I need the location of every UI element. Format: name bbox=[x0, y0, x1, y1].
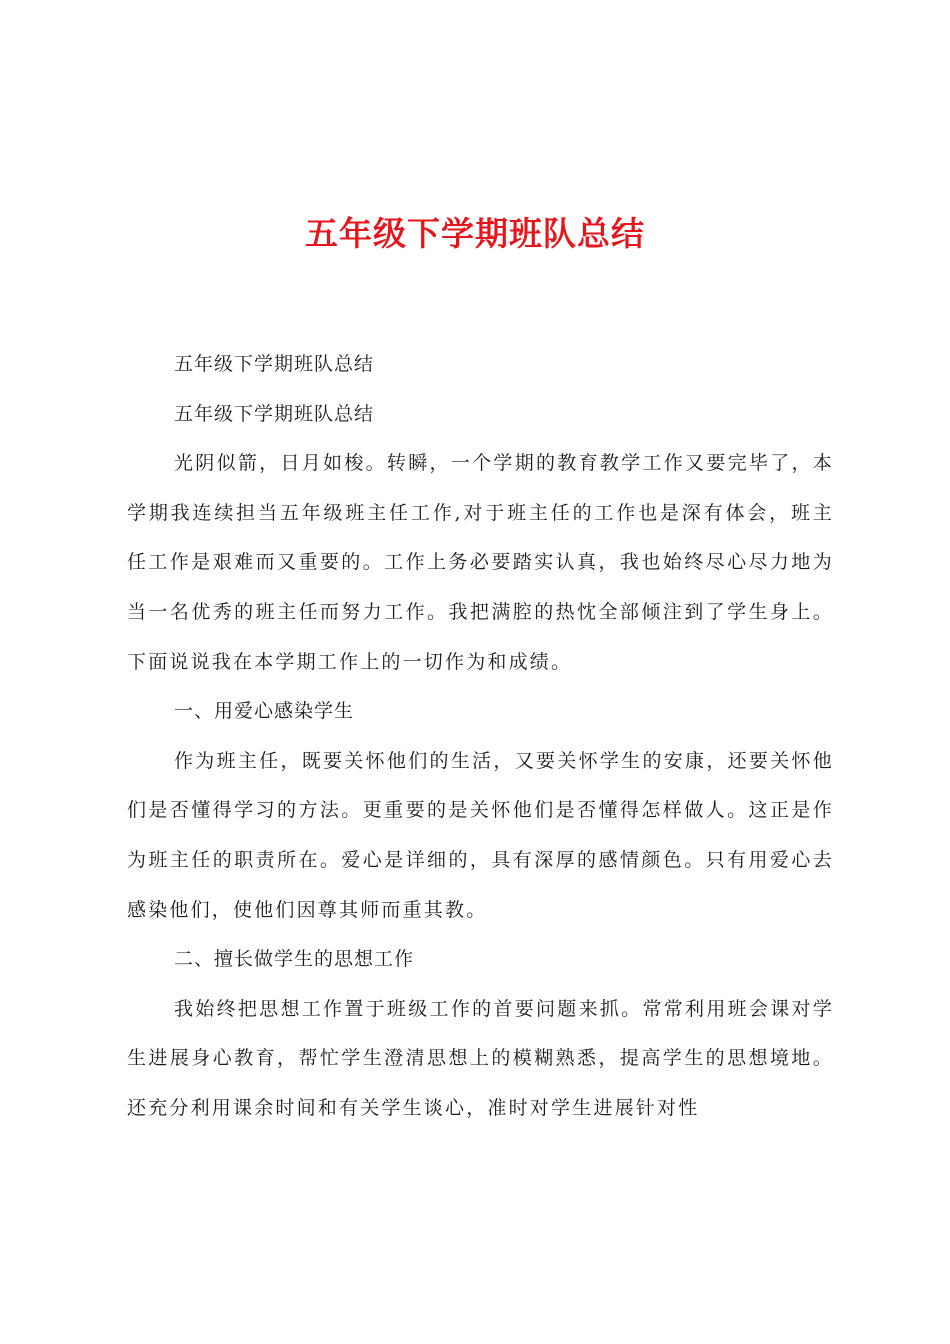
paragraph-intro: 光阴似箭，日月如梭。转瞬，一个学期的教育教学工作又要完毕了，本学期我连续担当五年级班主任工作,对于班主任的工作也是深有体会，班主任工作是艰难而又重要的。工作上务必要踏实认真，我也始终尽心尽力地为当一名优秀的班主任而努力工作。我把满腔的热忱全部倾注到了学生身上。下面说说我在本学期工作上的一切作为和成绩。 bbox=[127, 452, 834, 673]
section-heading-2: 二、擅长做学生的思想工作 bbox=[174, 948, 415, 971]
section-heading-1: 一、用爱心感染学生 bbox=[174, 700, 355, 723]
document-title: 五年级下学期班队总结 bbox=[305, 214, 645, 253]
paragraph-subtitle-1: 五年级下学期班队总结 bbox=[174, 353, 375, 375]
paragraph-section-1: 作为班主任，既要关怀他们的生活，又要关怀学生的安康，还要关怀他们是否懂得学习的方法。更重要的是关怀他们是否懂得怎样做人。这正是作为班主任的职责所在。爱心是详细的，具有深厚的感情颜色。只有用爱心去感染他们，使他们因尊其师而重其教。 bbox=[127, 749, 834, 921]
paragraph-section-2: 我始终把思想工作置于班级工作的首要问题来抓。常常利用班会课对学生进展身心教育，帮忙学生澄清思想上的模糊熟悉，提高学生的思想境地。还充分利用课余时间和有关学生谈心，准时对学生进展针对性 bbox=[127, 997, 834, 1119]
document-body bbox=[127, 340, 834, 1134]
paragraph-subtitle-2: 五年级下学期班队总结 bbox=[174, 402, 375, 425]
